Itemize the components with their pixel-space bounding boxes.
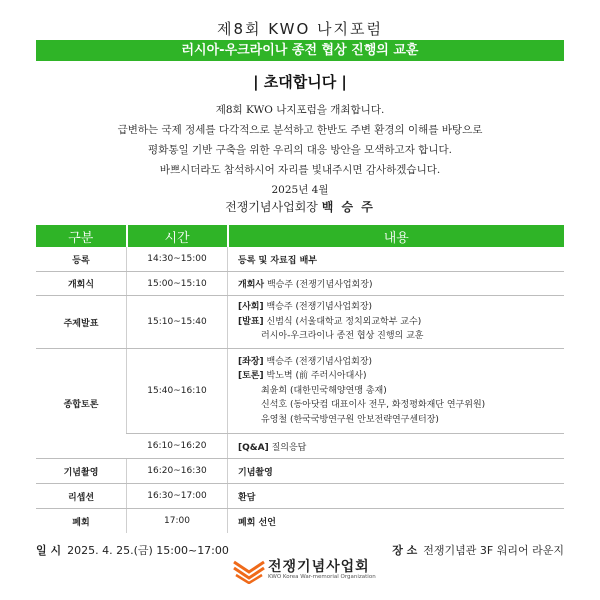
row-content [228,272,565,296]
row-content [228,349,565,434]
table-row [36,296,564,349]
content-text: 백승주 (전쟁기념사업회장) [266,302,373,313]
table-row [36,509,564,534]
row-time: 14:30~15:00 [127,247,228,272]
content-text: 질의응답 [271,442,307,453]
content-text: 환담 [238,492,256,503]
event-title: 제8회 KWO 나지포럼 [217,20,383,38]
row-category: 등록 [36,247,127,272]
row-content [228,459,565,484]
table-row [36,459,564,484]
role-label: [발표] [238,316,264,327]
header-category: 구분 [36,225,127,247]
event-datetime [36,542,229,558]
content-text: 등록 및 자료집 배부 [238,255,317,266]
organization-logo [232,555,382,585]
row-category: 폐회 [72,517,90,528]
table-row [36,349,564,434]
content-text: 폐회 선언 [238,517,276,528]
row-time: 17:00 [127,509,228,534]
intro-text [0,100,600,180]
row-content [228,296,565,349]
event-venue [392,542,564,558]
schedule-table [36,225,564,533]
role-label: 개회사 [238,280,265,290]
row-time: 15:00~15:10 [127,272,228,296]
datetime-label: 일 시 [36,544,62,557]
row-time: 15:40~16:10 [127,349,228,434]
content-text: 기념촬영 [238,467,273,478]
signer-name: 백 승 주 [321,200,375,214]
subtitle-banner: 러시아-우크라이나 종전 협상 진행의 교훈 [36,40,564,61]
row-content [228,484,565,509]
table-row [36,484,564,509]
row-content [228,434,565,459]
content-text: 백승주 (전쟁기념사업회장) [266,280,373,290]
signer [0,198,600,215]
role-label: [사회] [238,302,264,313]
row-category: 주제발표 [36,296,127,349]
intro-line: 평화통일 기반 구축을 위한 우리의 대응 방안을 모색하고자 합니다. [148,144,452,156]
signer-org: 전쟁기념사업회장 [225,200,318,214]
content-text: 박노벽 (前 주러시아대사) [266,371,367,382]
datetime-value: 2025. 4. 25.(금) 15:00~17:00 [67,544,229,557]
intro-line: 바쁘시더라도 참석하시어 자리를 빛내주시면 감사하겠습니다. [159,164,441,176]
logo-subtitle: KWO Korea War-memorial Organization [268,574,376,580]
row-time: 16:10~16:20 [127,434,228,459]
row-content [228,509,565,534]
content-text: 러시아-우크라이나 종전 협상 진행의 교훈 [261,331,424,342]
row-category: 개회식 [36,272,127,296]
logo-name: 전쟁기념사업회 [268,559,370,575]
role-label: [토론] [238,371,264,382]
table-row [36,247,564,272]
role-label: [좌장] [238,356,264,367]
row-category: 리셉션 [36,484,127,509]
row-category: 기념촬영 [36,459,127,484]
row-time: 16:30~17:00 [127,484,228,509]
row-time: 15:10~15:40 [127,296,228,349]
venue-value: 전쟁기념관 3F 워리어 라운지 [423,544,564,557]
row-content [228,247,565,272]
row-category: 종합토론 [36,349,127,459]
logo-mark-icon [232,556,266,584]
role-label: [Q&A] [238,442,269,453]
content-text: 최윤희 (대한민국해양연맹 총재) [261,385,387,396]
content-text: 신석호 (동아닷컴 대표이사 전무, 화정평화재단 연구위원) [261,400,486,411]
table-row [36,272,564,296]
invite-heading: | 초대합니다 | [253,73,347,91]
invitation-date: 2025년 4월 [271,184,329,196]
intro-line: 급변하는 국제 정세를 다각적으로 분석하고 한반도 주변 환경의 이해를 바탕으로 [117,124,483,136]
header-time: 시간 [127,225,228,247]
intro-line: 제8회 KWO 나지포럼을 개최합니다. [215,104,385,116]
table-header-row [36,225,564,247]
venue-label: 장 소 [392,544,418,557]
content-text: 유영철 (한국국방연구원 안보전략연구센터장) [261,414,439,425]
content-text: 신범식 (서울대학교 정치외교학부 교수) [266,316,422,327]
content-text: 백승주 (전쟁기념사업회장) [266,356,373,367]
row-time: 16:20~16:30 [127,459,228,484]
header-content: 내용 [228,225,565,247]
